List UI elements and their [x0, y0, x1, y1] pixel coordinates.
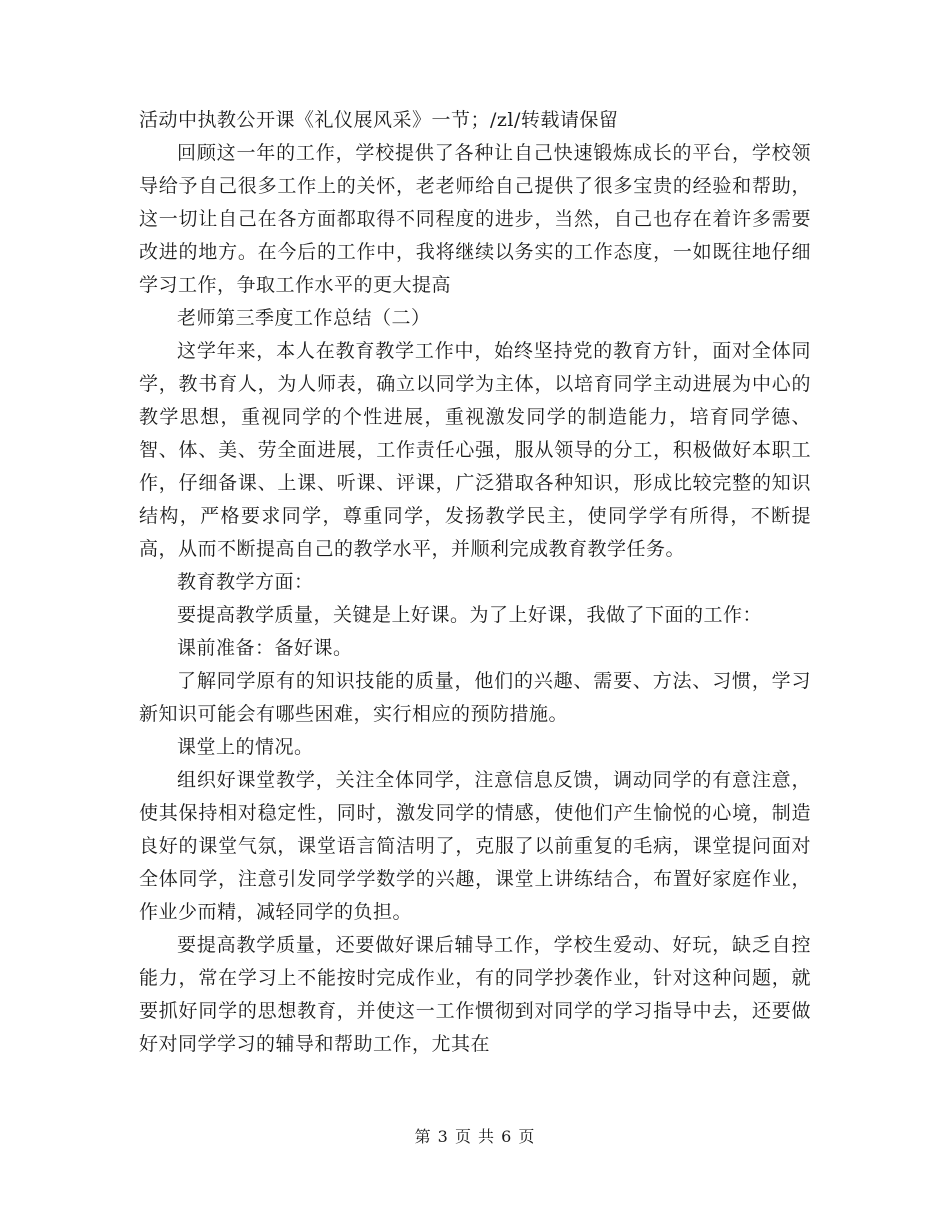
- subheading-teaching: 教育教学方面：: [177, 571, 314, 593]
- page-number: 第 3 页 共 6 页: [414, 1127, 536, 1146]
- subheading-classroom: 课堂上的情况。: [177, 736, 314, 758]
- paragraph-11: 要提高教学质量，还要做好课后辅导工作，学校生爱动、好玩，缺乏自控能力，常在学习上不能按时完成作业，有的同学抄袭作业，针对这种问题，就要抓好同学的思想教育，并使这一工作惯彻到对同学的学习指导中去，还要做好对同学学习的辅导和帮助工作，尤其在: [139, 934, 811, 1055]
- paragraph-2: 回顾这一年的工作，学校提供了各种让自己快速锻炼成长的平台，学校领导给予自己很多工作上的关怀，老老师给自己提供了很多宝贵的经验和帮助，这一切让自己在各方面都取得不同程度的进步，当然，自己也存在着许多需要改进的地方。在今后的工作中，我将继续以务实的工作态度，一如既往地仔细学习工作，争取工作水平的更大提高: [139, 142, 811, 296]
- document-body: [139, 104, 811, 1061]
- section-heading: 老师第三季度工作总结（二）: [177, 307, 431, 329]
- paragraph-10: 组织好课堂教学，关注全体同学，注意信息反馈，调动同学的有意注意，使其保持相对稳定性，同时，激发同学的情感，使他们产生愉悦的心境，制造良好的课堂气氛，课堂语言简洁明了，克服了以前重复的毛病，课堂提问面对全体同学，注意引发同学学数学的兴趣，课堂上讲练结合，布置好家庭作业，作业少而精，减轻同学的负担。: [139, 769, 811, 923]
- paragraph-8: 了解同学原有的知识技能的质量，他们的兴趣、需要、方法、习惯，学习新知识可能会有哪些困难，实行相应的预防措施。: [139, 670, 811, 725]
- paragraph-4: 这学年来，本人在教育教学工作中，始终坚持党的教育方针，面对全体同学，教书育人，为人师表，确立以同学为主体，以培育同学主动进展为中心的教学思想，重视同学的个性进展，重视激发同学的制造能力，培育同学德、智、体、美、劳全面进展，工作责任心强，服从领导的分工，积极做好本职工作，仔细备课、上课、听课、评课，广泛猎取各种知识，形成比较完整的知识结构，严格要求同学，尊重同学，发扬教学民主，使同学学有所得，不断提高，从而不断提高自己的教学水平，并顺利完成教育教学任务。: [139, 340, 811, 560]
- subheading-lesson-prep: 课前准备：备好课。: [177, 637, 353, 659]
- paragraph-6: 要提高教学质量，关键是上好课。为了上好课，我做了下面的工作：: [177, 604, 763, 626]
- paragraph-1: 活动中执教公开课《礼仪展风采》一节；/zl/转载请保留: [139, 109, 619, 131]
